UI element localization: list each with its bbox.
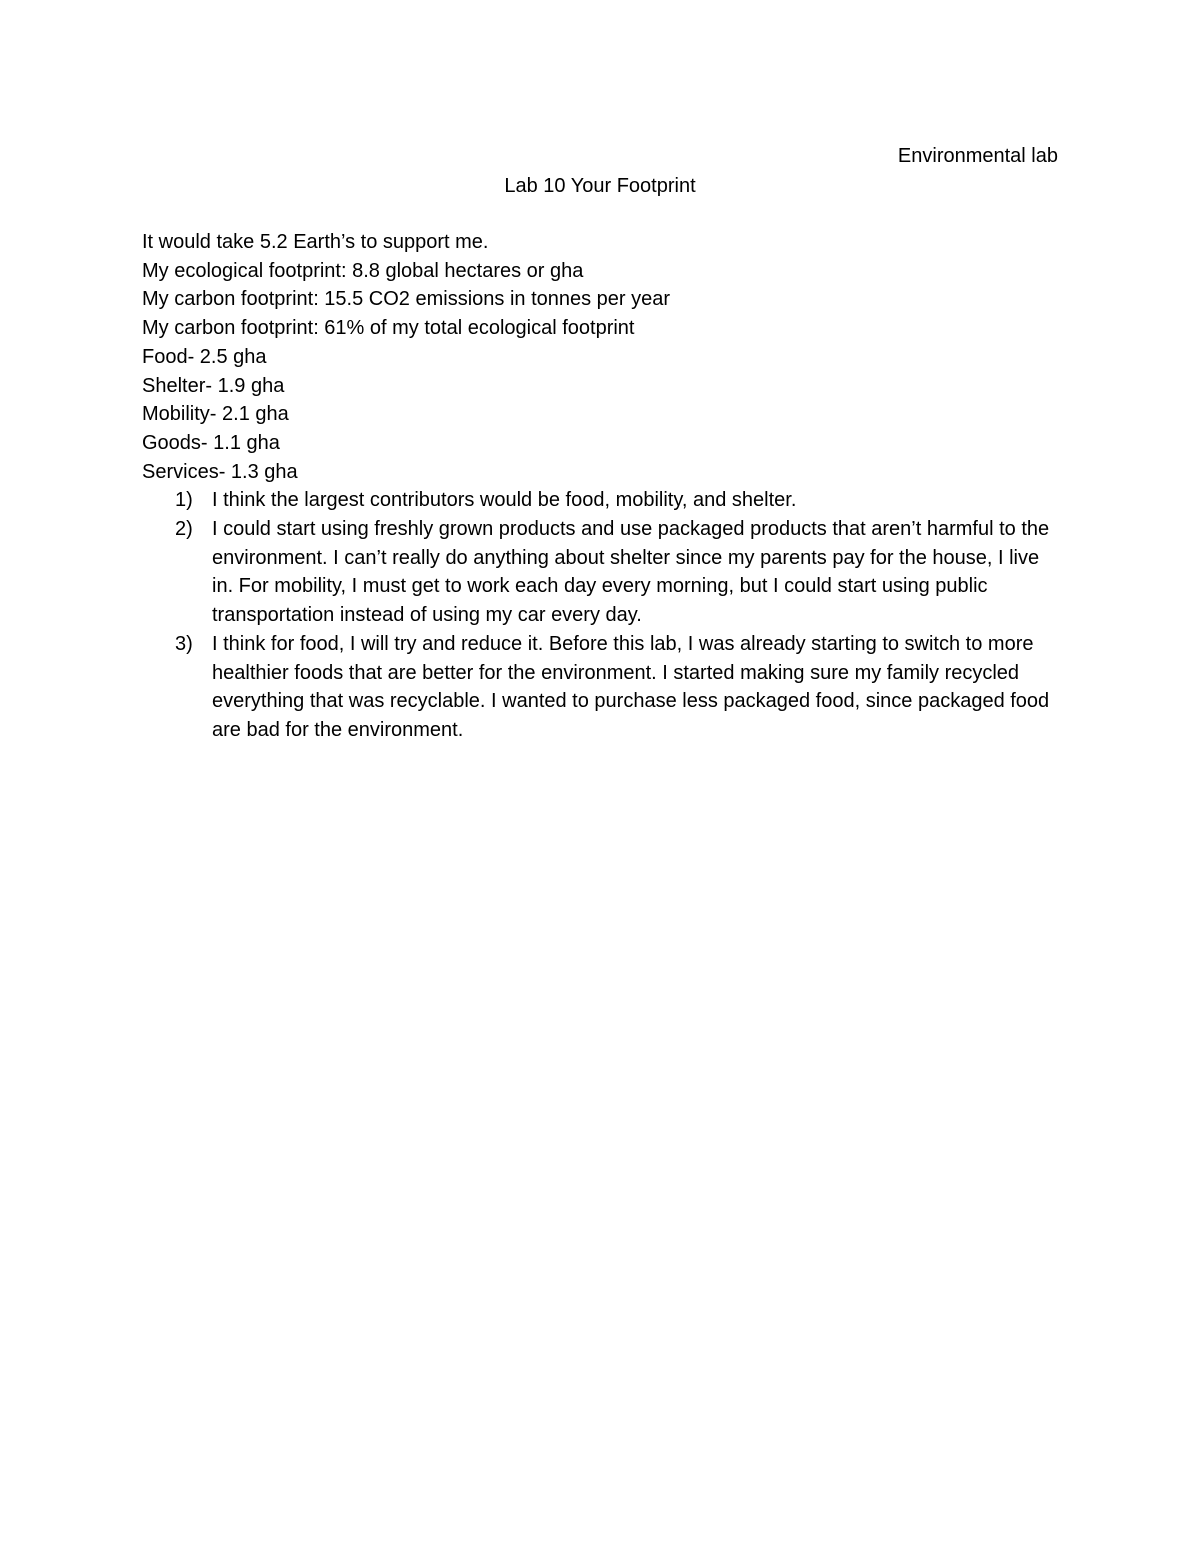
course-header: Environmental lab bbox=[897, 145, 1058, 167]
answer-item bbox=[142, 630, 1060, 745]
stat-mobility: Mobility- 2.1 gha bbox=[142, 403, 289, 426]
page-title: Lab 10 Your Footprint bbox=[504, 175, 696, 197]
answer-item bbox=[142, 515, 1060, 630]
stat-goods: Goods- 1.1 gha bbox=[142, 431, 280, 454]
answer-item bbox=[142, 486, 1060, 515]
stat-services: Services- 1.3 gha bbox=[142, 460, 298, 483]
stat-earths: It would take 5.2 Earth’s to support me. bbox=[142, 231, 489, 253]
answer-text: I think the largest contributors would be food, mobility, and shelter. bbox=[212, 489, 797, 512]
stat-food: Food- 2.5 gha bbox=[142, 345, 267, 368]
answer-number: 3) bbox=[175, 632, 193, 655]
answer-text: I could start using freshly grown products and use packaged products that aren’t harmful to the environment. I can’t really do anything about shelter since my parents pay for the house, I live in. For mobility, I must get to work each day every morning, but I could start using public transportation instead of using my car every day. bbox=[212, 518, 1050, 627]
stat-shelter: Shelter- 1.9 gha bbox=[142, 374, 285, 397]
stats-list bbox=[142, 228, 1060, 486]
stat-carbon-emissions: My carbon footprint: 15.5 CO2 emissions in tonnes per year bbox=[142, 288, 671, 311]
stat-carbon-percent: My carbon footprint: 61% of my total ecological footprint bbox=[142, 317, 635, 340]
answer-number: 2) bbox=[175, 518, 193, 541]
answers-list bbox=[142, 486, 1060, 744]
answer-number: 1) bbox=[175, 489, 193, 512]
document-body bbox=[142, 228, 1060, 745]
stat-ecological-footprint: My ecological footprint: 8.8 global hectares or gha bbox=[142, 259, 584, 282]
answer-text: I think for food, I will try and reduce it. Before this lab, I was already starting to switch to more healthier foods that are better for the environment. I started making sure my family recycled everything that was recyclable. I wanted to purchase less packaged food, since packaged food are bad for the environment. bbox=[212, 632, 1050, 741]
